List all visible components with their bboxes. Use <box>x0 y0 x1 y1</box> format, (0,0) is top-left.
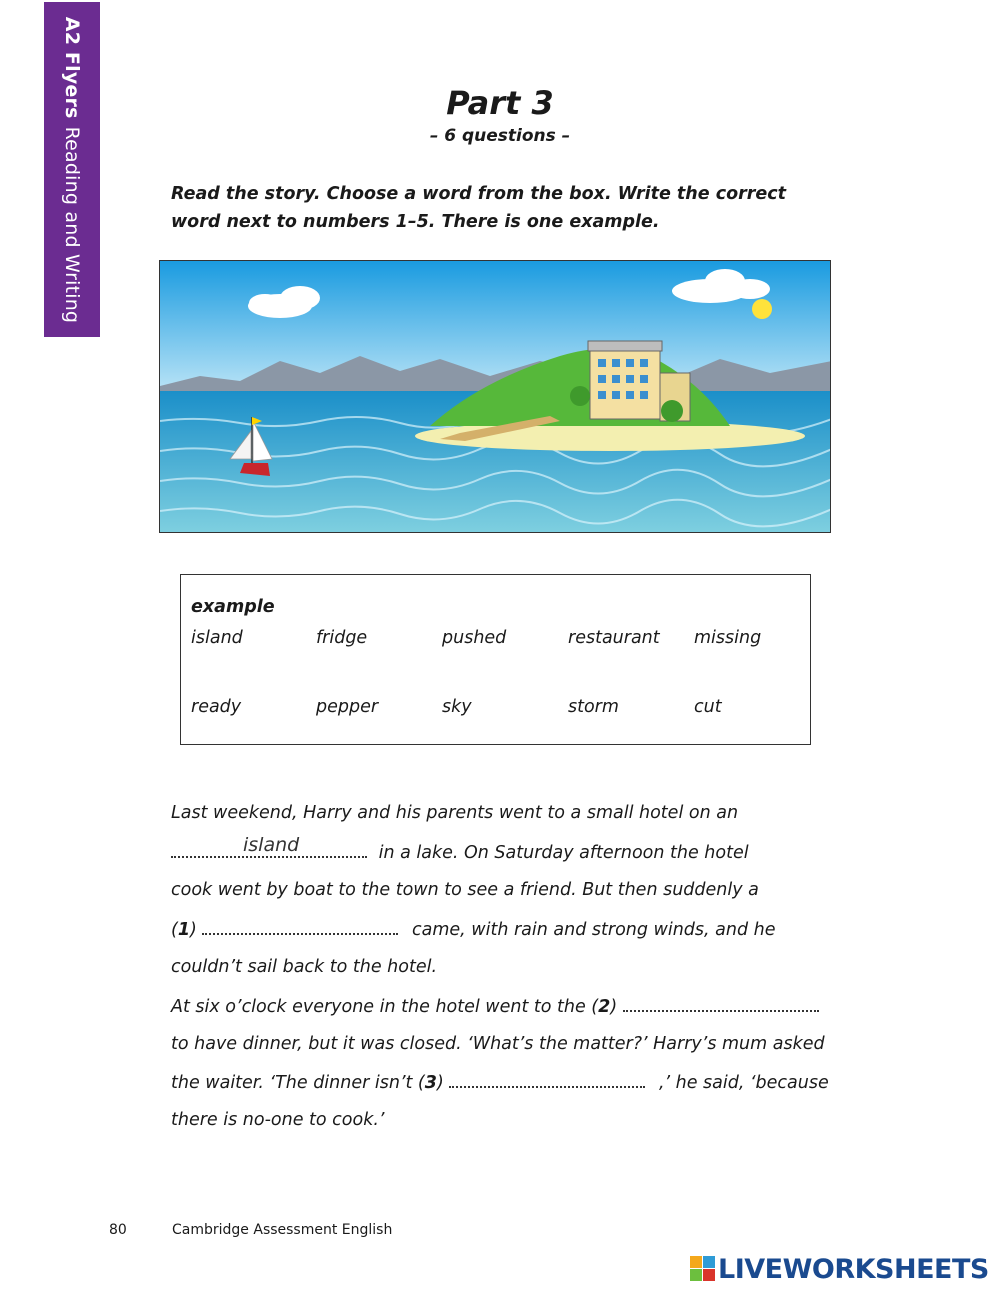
story-line: there is no-one to cook.’ <box>171 1110 385 1130</box>
page-title: Part 3 <box>446 84 554 122</box>
example-blank <box>171 842 367 858</box>
q3-close: ) <box>436 1073 444 1093</box>
publisher-name: Cambridge Assessment English <box>172 1222 393 1238</box>
story-line: couldn’t sail back to the hotel. <box>171 957 438 977</box>
logo-text: LIVEWORKSHEETS <box>718 1253 989 1285</box>
story-line: came, with rain and strong winds, and he <box>412 920 776 940</box>
level-label: A2 Flyers <box>61 16 83 119</box>
page-subtitle: – 6 questions – <box>429 126 571 146</box>
q2-close: ) <box>610 997 618 1017</box>
story-line: cook went by boat to the town to see a friend. But then suddenly a <box>171 880 759 900</box>
answer-blank-3[interactable] <box>449 1072 645 1088</box>
word-option: restaurant <box>568 628 660 648</box>
word-option: fridge <box>316 628 368 648</box>
word-option: cut <box>694 697 722 717</box>
story-line: At six o’clock everyone in the hotel went to the ( <box>171 997 599 1017</box>
word-option: missing <box>694 628 762 648</box>
q1-number: 1 <box>177 920 191 940</box>
logo-mark-icon <box>690 1256 716 1282</box>
example-label: example <box>191 597 275 617</box>
story-line: the waiter. ‘The dinner isn’t ( <box>171 1073 425 1093</box>
word-option: pushed <box>442 628 507 648</box>
q3-number: 3 <box>424 1073 437 1093</box>
page-number: 80 <box>109 1222 127 1238</box>
island-illustration <box>159 260 831 533</box>
story-line: in a lake. On Saturday afternoon the hotel <box>378 843 749 863</box>
answer-blank-1[interactable] <box>202 919 398 935</box>
island-scene-image <box>160 261 831 533</box>
instructions-line-1: Read the story. Choose a word from the box. Write the correct <box>171 184 786 204</box>
q1-open: ( <box>171 920 178 940</box>
word-box <box>180 574 811 745</box>
instructions-line-2: word next to numbers 1–5. There is one example. <box>171 212 660 232</box>
liveworksheets-logo <box>690 1252 989 1286</box>
word-option: ready <box>191 697 242 717</box>
story-line: to have dinner, but it was closed. ‘What’s the matter?’ Harry’s mum asked <box>171 1034 825 1054</box>
word-option: island <box>191 628 243 648</box>
story-line: ,’ he said, ‘because <box>658 1073 829 1093</box>
story-line: Last weekend, Harry and his parents went to a small hotel on an <box>171 803 739 823</box>
example-answer: island <box>243 834 300 856</box>
answer-blank-2[interactable] <box>623 996 819 1012</box>
section-label: Reading and Writing <box>61 126 83 323</box>
q1-close: ) <box>190 920 197 940</box>
word-option: sky <box>442 697 472 717</box>
word-option: pepper <box>316 697 379 717</box>
instructions <box>171 180 811 236</box>
word-option: storm <box>568 697 619 717</box>
q2-number: 2 <box>598 997 611 1017</box>
side-tab <box>44 2 100 337</box>
